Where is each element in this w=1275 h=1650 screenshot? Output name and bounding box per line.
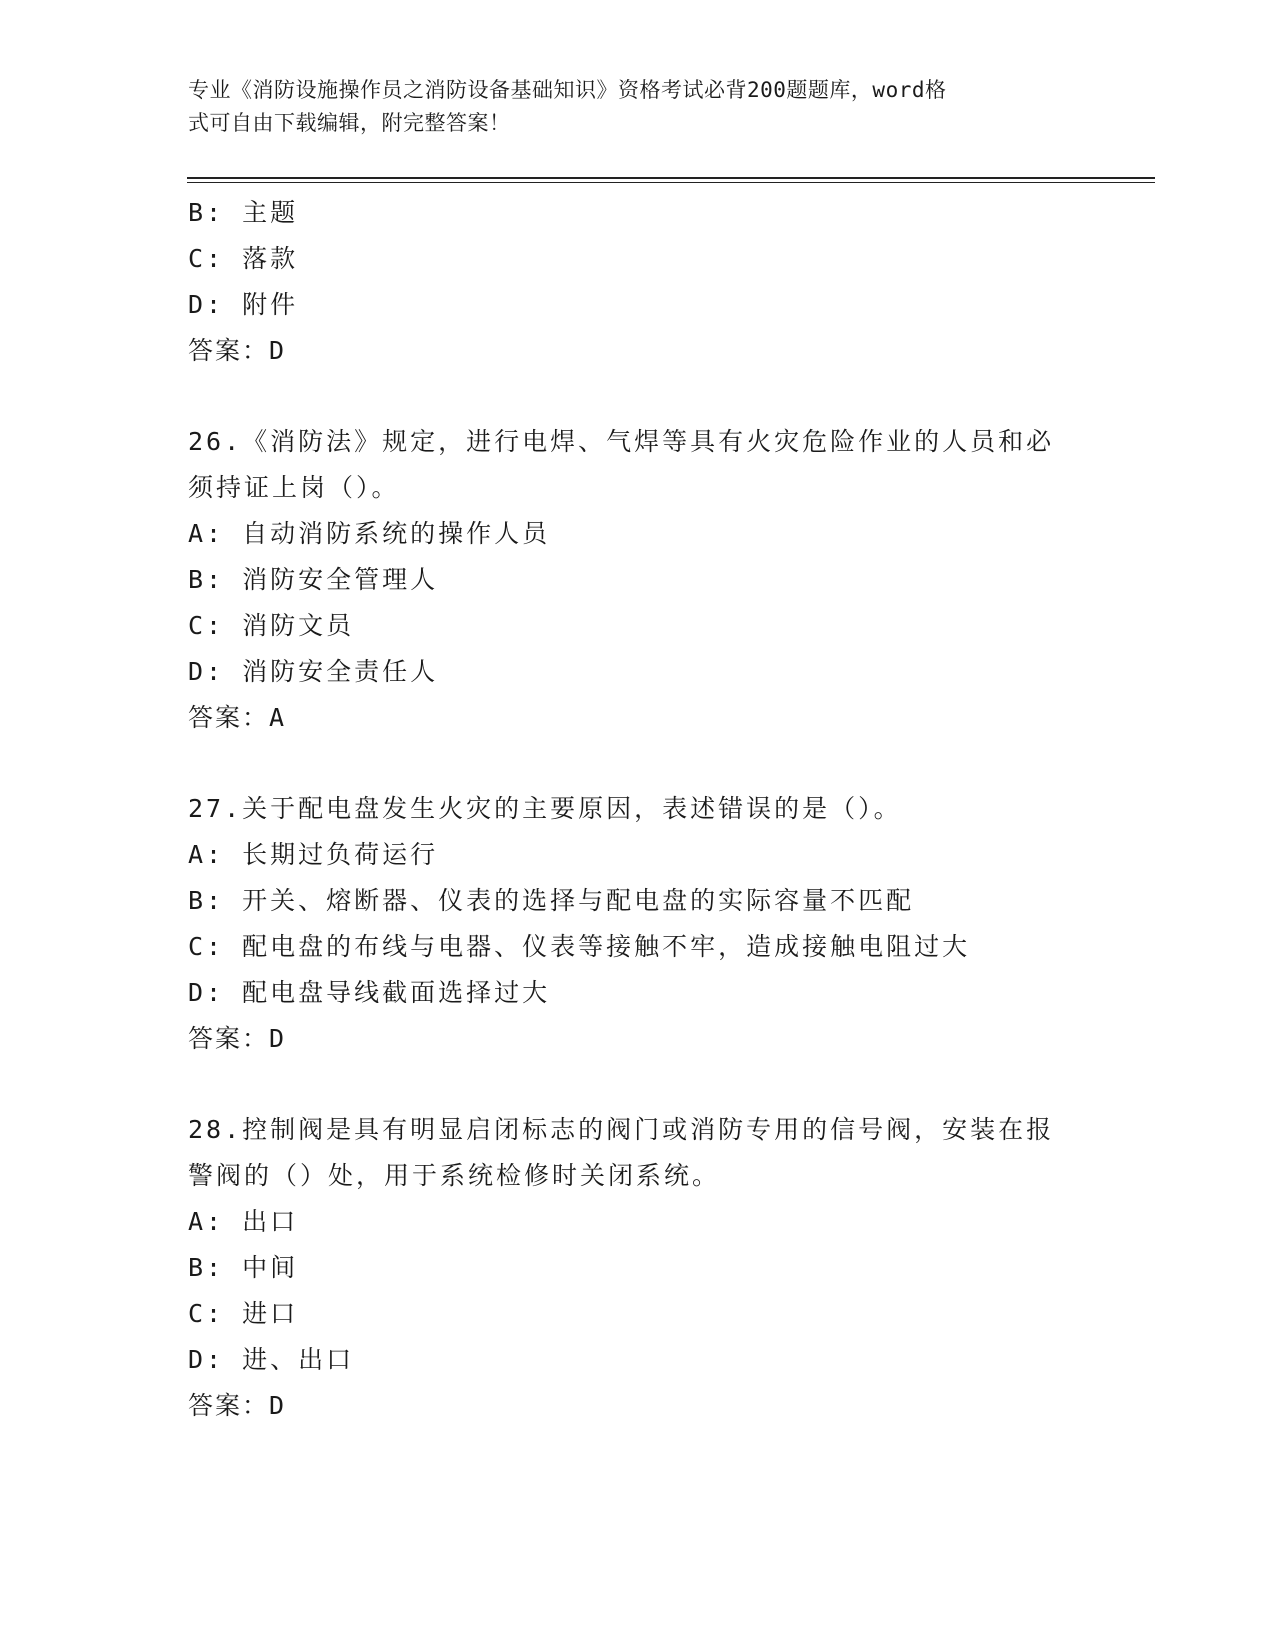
header-divider-thin: [187, 182, 1155, 183]
question-26: [188, 419, 1088, 741]
question-text-line-2: 须持证上岗（）。: [188, 473, 400, 502]
answer-line: 答案：D: [188, 1024, 287, 1053]
question-28: [188, 1107, 1088, 1429]
option-c: C: 落款: [188, 244, 299, 273]
option-b: B: 主题: [188, 198, 299, 227]
header-line-2: 式可自由下载编辑，附完整答案！: [188, 111, 511, 135]
option-d: D: 消防安全责任人: [188, 657, 439, 686]
answer-line: 答案：D: [188, 336, 287, 365]
option-b: B: 消防安全管理人: [188, 565, 439, 594]
answer-line: 答案：A: [188, 703, 287, 732]
question-text-line-2: 警阀的（）处，用于系统检修时关闭系统。: [188, 1161, 721, 1190]
option-a: A: 自动消防系统的操作人员: [188, 519, 551, 548]
question-text-line-1: 26.《消防法》规定，进行电焊、气焊等具有火灾危险作业的人员和必: [188, 427, 1055, 456]
option-a: A: 长期过负荷运行: [188, 840, 439, 869]
option-b: B: 中间: [188, 1253, 299, 1282]
question-27: [188, 786, 1088, 1062]
header-line-1: 专业《消防设施操作员之消防设备基础知识》资格考试必背200题题库，word格: [188, 78, 947, 102]
prev-question-tail: [188, 190, 1088, 374]
option-b: B: 开关、熔断器、仪表的选择与配电盘的实际容量不匹配: [188, 886, 915, 915]
option-c: C: 配电盘的布线与电器、仪表等接触不牢，造成接触电阻过大: [188, 932, 971, 961]
question-text-line-1: 27.关于配电盘发生火灾的主要原因，表述错误的是（）。: [188, 794, 902, 823]
header-divider-thick: [187, 177, 1155, 179]
document-header: [188, 74, 1068, 140]
option-c: C: 进口: [188, 1299, 299, 1328]
option-c: C: 消防文员: [188, 611, 355, 640]
question-list: [188, 190, 1088, 1429]
option-d: D: 配电盘导线截面选择过大: [188, 978, 551, 1007]
answer-line: 答案：D: [188, 1391, 287, 1420]
option-d: D: 进、出口: [188, 1345, 355, 1374]
option-d: D: 附件: [188, 290, 299, 319]
option-a: A: 出口: [188, 1207, 299, 1236]
question-text-line-1: 28.控制阀是具有明显启闭标志的阀门或消防专用的信号阀，安装在报: [188, 1115, 1055, 1144]
